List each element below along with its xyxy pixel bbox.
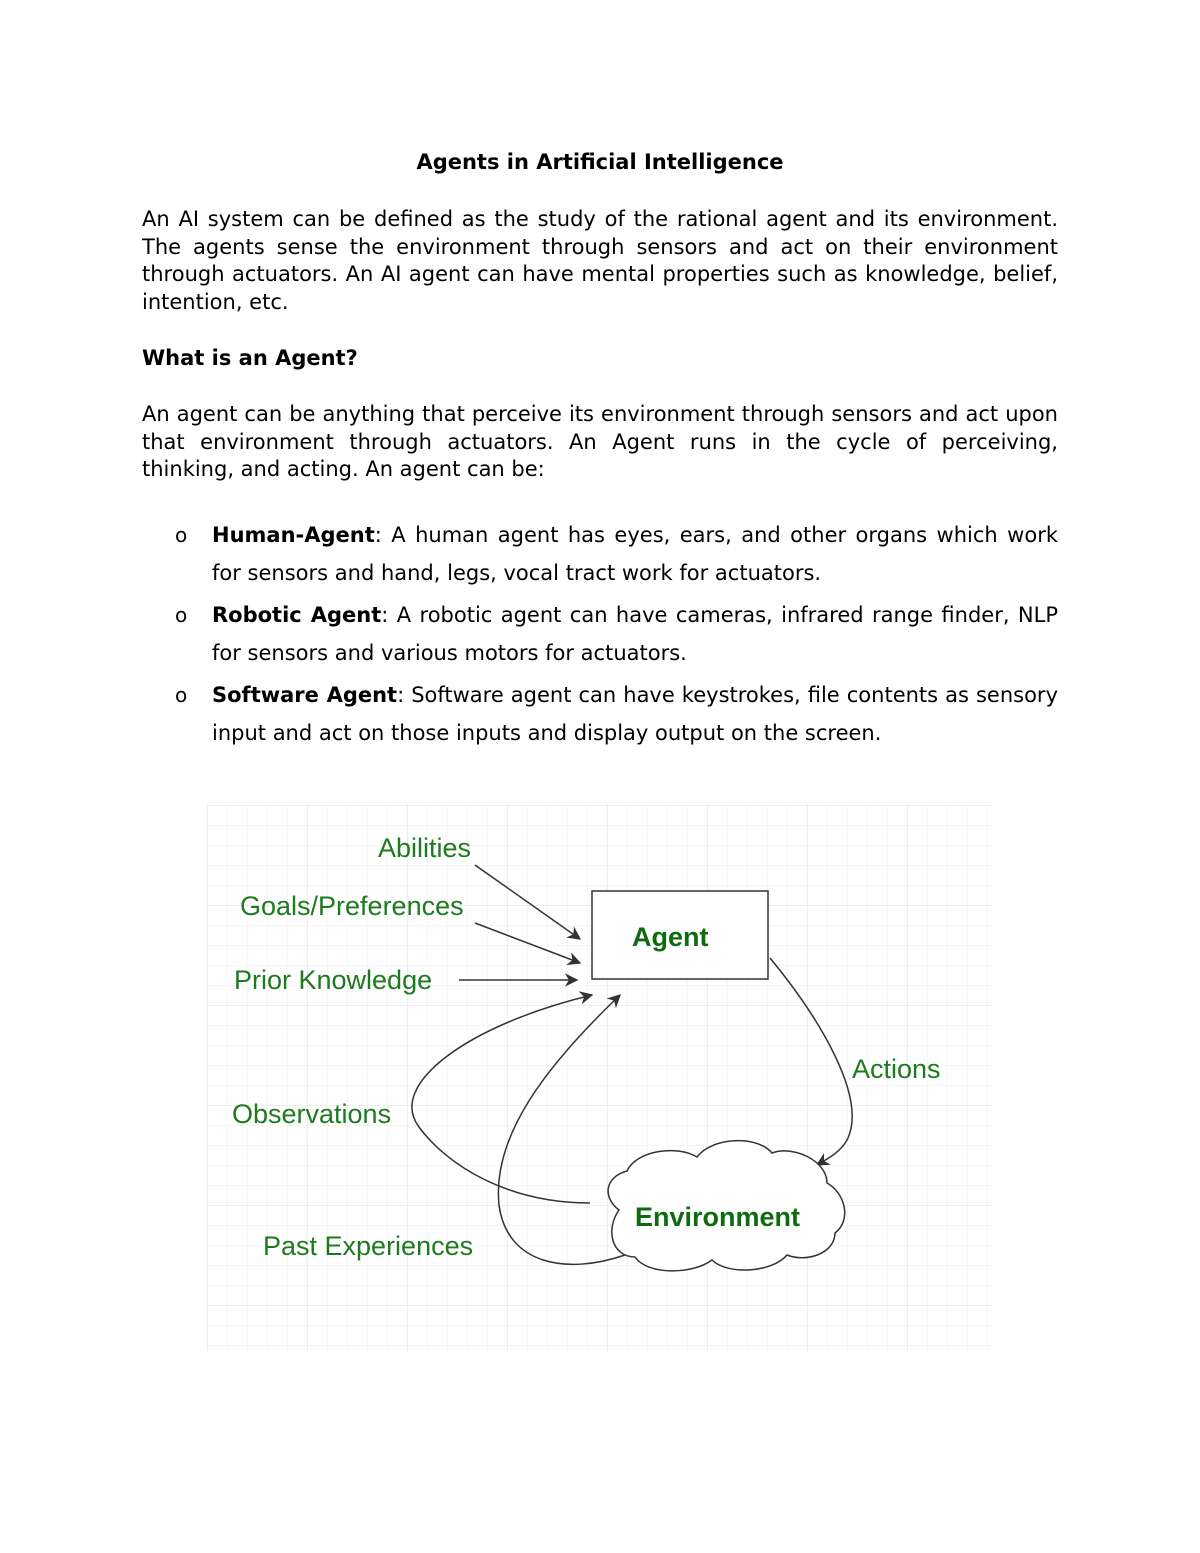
agent-description: : Software agent can have keystrokes, file contents as sensory input and act on those inputs and display output on the screen. [212, 683, 1058, 745]
bullet-icon: o [175, 603, 188, 627]
agent-type-list [142, 516, 1058, 756]
bullet-icon: o [175, 523, 188, 547]
section-paragraph: An agent can be anything that perceive its environment through sensors and act upon that environment through actuators. An Agent runs in the cycle of perceiving, thinking, and acting. An agent can be: [142, 402, 1058, 481]
goals-label: Goals/Preferences [240, 891, 464, 921]
agent-description: : A robotic agent can have cameras, infrared range finder, NLP for sensors and various motors for actuators. [212, 603, 1058, 665]
bullet-icon: o [175, 683, 188, 707]
section-heading: What is an Agent? [142, 346, 358, 370]
intro-paragraph: An AI system can be defined as the study of the rational agent and its environment. The agents sense the environment through sensors and act on their environment through actuators. An AI agent can have mental properties such as knowledge, belief, intention, etc. [142, 207, 1058, 314]
environment-label: Environment [635, 1202, 801, 1232]
agent-term: Human-Agent [212, 523, 375, 547]
page-title: Agents in Artificial Intelligence [416, 150, 784, 174]
past-experiences-label: Past Experiences [263, 1231, 474, 1261]
agent-description: : A human agent has eyes, ears, and other organs which work for sensors and hand, legs, vocal tract work for actuators. [212, 523, 1058, 585]
agent-environment-diagram [207, 805, 993, 1351]
observations-label: Observations [232, 1099, 392, 1129]
agent-term: Robotic Agent [212, 603, 382, 627]
list-item-software-agent [142, 676, 1058, 752]
agent-term: Software Agent [212, 683, 398, 707]
list-item-robotic-agent [142, 596, 1058, 672]
actions-label: Actions [852, 1054, 941, 1084]
agent-label: Agent [632, 922, 709, 952]
list-item-human-agent [142, 516, 1058, 592]
abilities-label: Abilities [378, 833, 472, 863]
prior-knowledge-label: Prior Knowledge [234, 965, 433, 995]
